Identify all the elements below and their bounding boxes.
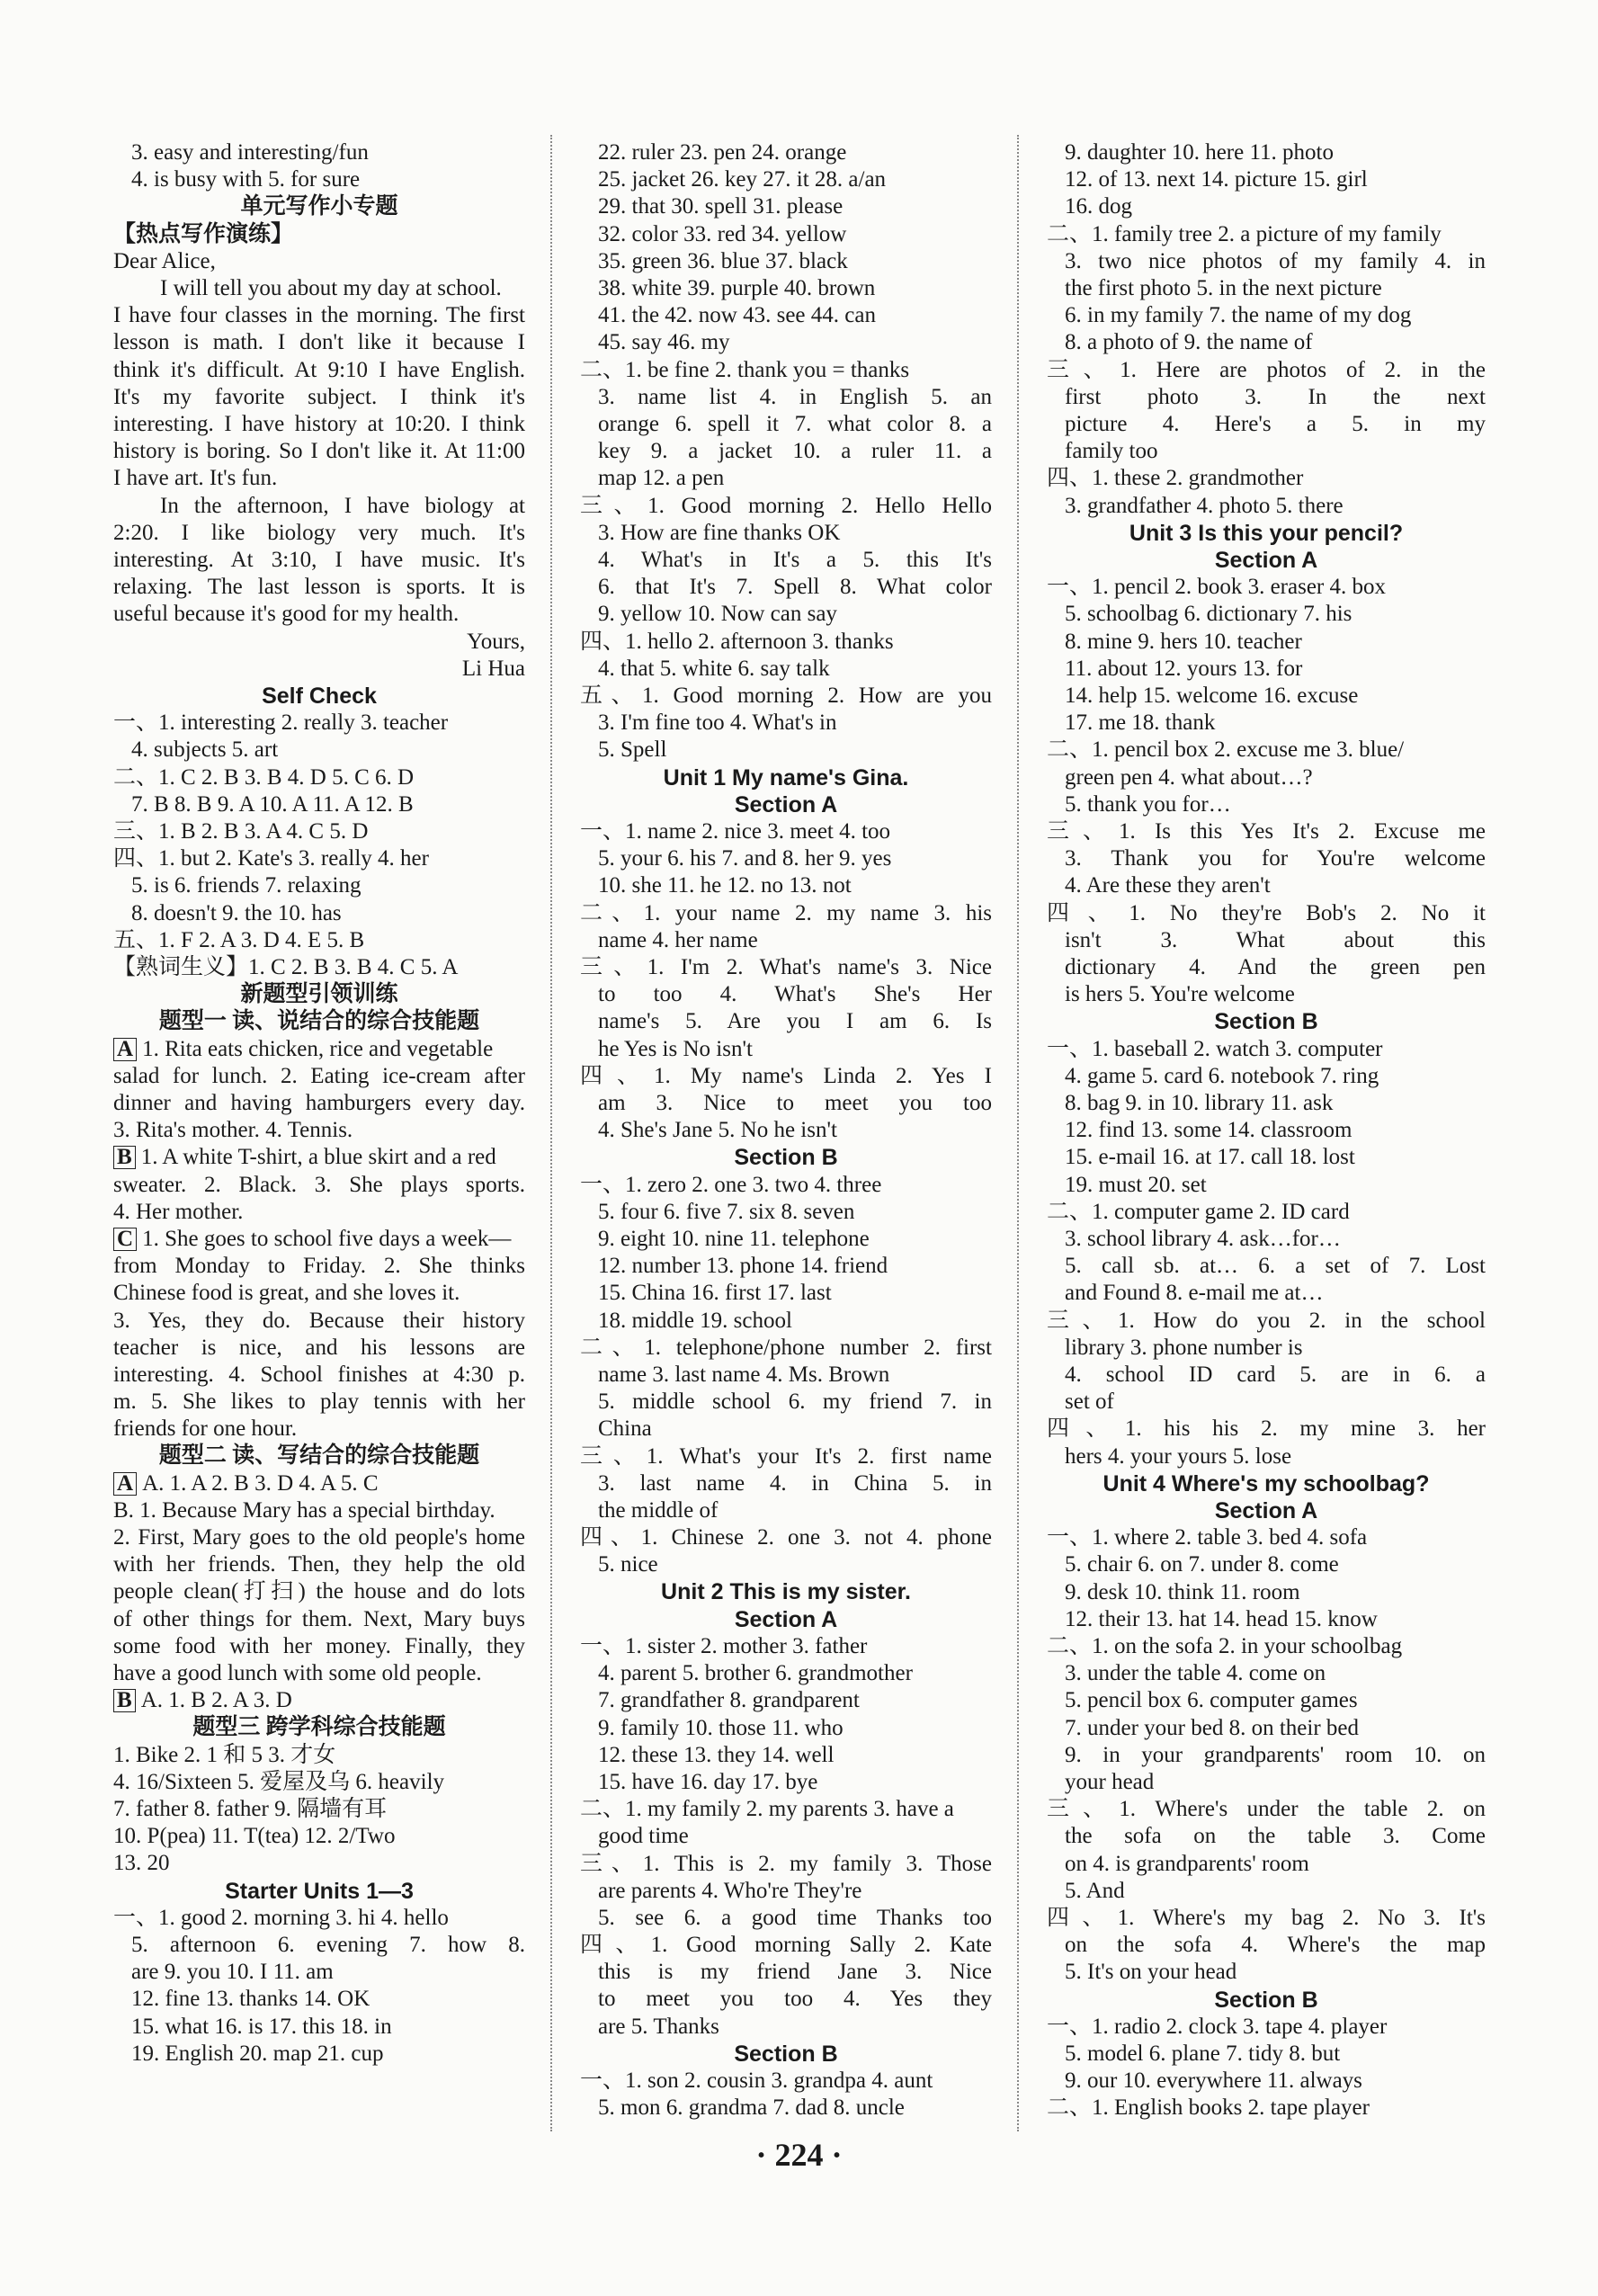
answer-line: the sofa on the table 3. Come: [1065, 1824, 1486, 1849]
answer-line: 三、1. This is 2. my family 3. Those: [580, 1851, 992, 1876]
answer-line: 5. middle school 6. my friend 7. in: [598, 1389, 992, 1415]
answer-line: 15. have 16. day 17. bye: [598, 1769, 818, 1794]
answer-line: map 12. a pen: [598, 466, 725, 491]
answer-line: your head: [1065, 1769, 1155, 1794]
answer-line: m. 5. She likes to play tennis with her: [113, 1389, 525, 1415]
answer-line: 4. game 5. card 6. notebook 7. ring: [1065, 1063, 1379, 1088]
answer-line: 4. What's in It's a 5. this It's: [598, 547, 992, 572]
passage-label-box: C: [113, 1228, 137, 1251]
answer-line: 5. four 6. five 7. six 8. seven: [598, 1199, 855, 1224]
answer-line: Yours,: [467, 629, 525, 654]
answer-line: 9. our 10. everywhere 11. always: [1065, 2068, 1362, 2094]
section-heading: Section B: [1214, 1009, 1318, 1035]
answer-line: 16. dog: [1065, 194, 1132, 219]
column-left: [113, 139, 525, 2068]
answer-line: library 3. phone number is: [1065, 1335, 1303, 1360]
answer-line: Dear Alice,: [113, 248, 216, 273]
answer-line: 8. a photo of 9. the name of: [1065, 330, 1313, 355]
answer-line: 14. help 15. welcome 16. excuse: [1065, 683, 1359, 708]
answer-line: 3. school library 4. ask…for…: [1065, 1226, 1341, 1251]
answer-line: 25. jacket 26. key 27. it 28. a/an: [598, 167, 887, 192]
section-heading: 题型三 跨学科综合技能题: [192, 1715, 446, 1740]
answer-line: teacher is nice, and his lessons are: [113, 1335, 525, 1360]
answer-line: 四、1. his his 2. my mine 3. her: [1047, 1416, 1486, 1442]
page-number: · 224 ·: [755, 2137, 843, 2173]
answer-line: 45. say 46. my: [598, 330, 730, 355]
answer-line: 二、1. your name 2. my name 3. his: [580, 900, 992, 925]
answer-line: 5. thank you for…: [1065, 791, 1231, 817]
section-heading: 新题型引领训练: [240, 982, 398, 1007]
answer-line: [113, 1226, 525, 1253]
answer-line: 5. schoolbag 6. dictionary 7. his: [1065, 602, 1352, 627]
answer-text: 1. A white T-shirt, a blue skirt and a red: [140, 1145, 496, 1170]
answer-line: 四、1. Good morning Sally 2. Kate: [580, 1933, 992, 1958]
section-heading: Unit 4 Where's my schoolbag?: [1103, 1470, 1430, 1496]
answer-line: 15. e-mail 16. at 17. call 18. lost: [1065, 1145, 1355, 1170]
answer-line: interesting. I have history at 10:20. I think: [113, 411, 525, 436]
answer-line: 41. the 42. now 43. see 44. can: [598, 303, 876, 328]
answer-line: 11. about 12. yours 13. for: [1065, 656, 1303, 681]
answer-line: useful because it's good for my health.: [113, 602, 460, 627]
section-heading: 单元写作小专题: [240, 194, 398, 219]
answer-line: some food with her money. Finally, they: [113, 1633, 525, 1658]
answer-line: 5. nice: [598, 1552, 658, 1577]
answer-line: 5. model 6. plane 7. tidy 8. but: [1065, 2041, 1341, 2066]
answer-line: set of: [1065, 1389, 1114, 1415]
answer-line: people clean(打扫) the house and do lots: [113, 1579, 525, 1604]
answer-line: 29. that 30. spell 31. please: [598, 194, 844, 219]
answer-line: 8. doesn't 9. the 10. has: [131, 900, 342, 925]
answer-line: 5. mon 6. grandma 7. dad 8. uncle: [598, 2095, 905, 2121]
section-heading: Section A: [1214, 1497, 1318, 1523]
answer-line: 二、1. C 2. B 3. B 4. D 5. C 6. D: [113, 764, 415, 790]
answer-line: 四、1. these 2. grandmother: [1047, 466, 1304, 491]
answer-line: 15. what 16. is 17. this 18. in: [131, 2014, 392, 2039]
answer-line: this is my friend Jane 3. Nice: [598, 1960, 992, 1985]
answer-line: 4. Are these they aren't: [1065, 873, 1271, 898]
answer-line: orange 6. spell it 7. what color 8. a: [598, 412, 992, 437]
answer-line: 4. is busy with 5. for sure: [131, 167, 361, 192]
section-heading: Section B: [1214, 1987, 1318, 2013]
answer-line: 三、1. Good morning 2. Hello Hello: [580, 493, 992, 518]
answer-line: 9. in your grandparents' room 10. on: [1065, 1742, 1486, 1767]
answer-line: relaxing. The last lesson is sports. It is: [113, 575, 525, 600]
answer-line: have a good lunch with some old people.: [113, 1661, 482, 1686]
answer-line: hers 4. your yours 5. lose: [1065, 1443, 1292, 1469]
answer-line: 2:20. I like biology very much. It's: [113, 520, 525, 545]
answer-line: the middle of: [598, 1497, 719, 1523]
answer-line: 一、1. baseball 2. watch 3. computer: [1047, 1036, 1383, 1061]
answer-line: 四、1. but 2. Kate's 3. really 4. her: [113, 846, 429, 871]
answer-line: 9. desk 10. think 11. room: [1065, 1579, 1300, 1604]
answer-line: 38. white 39. purple 40. brown: [598, 276, 876, 301]
answer-line: 9. daughter 10. here 11. photo: [1065, 140, 1334, 165]
answer-line: 35. green 36. blue 37. black: [598, 248, 848, 273]
answer-line: to too 4. What's She's Her: [598, 982, 992, 1007]
answer-line: of other things for them. Next, Mary buys: [113, 1606, 525, 1631]
answer-line: 4. 16/Sixteen 5. 爱屋及乌 6. heavily: [113, 1769, 445, 1794]
answer-line: 4. She's Jane 5. No he isn't: [598, 1118, 837, 1143]
answer-line: 5. afternoon 6. evening 7. how 8.: [131, 1933, 525, 1958]
answer-line: [113, 1687, 525, 1714]
answer-line: family too: [1065, 439, 1158, 464]
answer-line: 2. First, Mary goes to the old people's home: [113, 1525, 525, 1550]
answer-line: are 9. you 10. I 11. am: [131, 1960, 334, 1985]
answer-line: 一、1. sister 2. mother 3. father: [580, 1633, 868, 1658]
answer-line: salad for lunch. 2. Eating ice-cream after: [113, 1063, 525, 1088]
answer-line: friends for one hour.: [113, 1416, 298, 1442]
section-heading: 题型一 读、说结合的综合技能题: [158, 1009, 480, 1034]
answer-line: 5. pencil box 6. computer games: [1065, 1688, 1358, 1713]
answer-line: [113, 1036, 525, 1063]
answer-line: 12. number 13. phone 14. friend: [598, 1254, 888, 1279]
answer-line: I will tell you about my day at school.: [160, 276, 502, 301]
answer-line: 3. name list 4. in English 5. an: [598, 384, 992, 409]
answer-line: 5. is 6. friends 7. relaxing: [131, 873, 362, 898]
answer-line: [113, 1470, 525, 1497]
answer-line: interesting. 4. School finishes at 4:30 p.: [113, 1362, 525, 1387]
answer-line: isn't 3. What about this: [1065, 927, 1486, 952]
answer-text: 1. She goes to school five days a week—: [142, 1226, 512, 1251]
answer-line: 8. bag 9. in 10. library 11. ask: [1065, 1090, 1334, 1115]
column-divider: [1017, 135, 1019, 2131]
answer-line: 1. Bike 2. 1 和 5 3. 才女: [113, 1742, 336, 1767]
answer-line: 19. must 20. set: [1065, 1172, 1207, 1197]
answer-line: 一、1. radio 2. clock 3. tape 4. player: [1047, 2014, 1388, 2039]
answer-line: 二、1. my family 2. my parents 3. have a: [580, 1797, 954, 1822]
answer-line: 6. in my family 7. the name of my dog: [1065, 303, 1412, 328]
answer-line: on 4. is grandparents' room: [1065, 1851, 1309, 1876]
section-heading: Section A: [734, 1606, 838, 1632]
column-divider: [550, 135, 552, 2131]
answer-line: 10. P(pea) 11. T(tea) 12. 2/Two: [113, 1824, 396, 1849]
answer-line: from Monday to Friday. 2. She thinks: [113, 1254, 525, 1279]
answer-line: first photo 3. In the next: [1065, 384, 1486, 409]
answer-line: 二、1. telephone/phone number 2. first: [580, 1335, 992, 1360]
answer-line: 一、1. zero 2. one 3. two 4. three: [580, 1172, 882, 1197]
answer-line: 5. chair 6. on 7. under 8. come: [1065, 1552, 1339, 1577]
passage-label-box: B: [113, 1689, 136, 1712]
answer-line: Li Hua: [461, 656, 525, 681]
answer-line: 6. that It's 7. Spell 8. What color: [598, 575, 992, 600]
answer-line: 8. mine 9. hers 10. teacher: [1065, 629, 1302, 654]
answer-line: to meet you too 4. Yes they: [598, 1987, 992, 2012]
answer-line: 3. grandfather 4. photo 5. there: [1065, 493, 1344, 518]
answer-line: is hers 5. You're welcome: [1065, 982, 1295, 1007]
answer-line: green pen 4. what about…?: [1065, 764, 1313, 790]
answer-line: 三、1. Where's under the table 2. on: [1047, 1797, 1486, 1822]
answer-line: 3. last name 4. in China 5. in: [598, 1470, 992, 1496]
answer-line: dinner and having hamburgers every day.: [113, 1090, 525, 1115]
answer-line: key 9. a jacket 10. a ruler 11. a: [598, 439, 992, 464]
answer-line: 二、1. family tree 2. a picture of my family: [1047, 221, 1442, 246]
answer-line: 二、1. English books 2. tape player: [1047, 2095, 1370, 2121]
answer-line: history is boring. So I don't like it. At 11:00: [113, 439, 525, 464]
answer-line: interesting. At 3:10, I have music. It's: [113, 547, 525, 572]
answer-line: 三、1. B 2. B 3. A 4. C 5. D: [113, 818, 369, 844]
answer-line: 五、1. F 2. A 3. D 4. E 5. B: [113, 927, 365, 952]
section-heading: Starter Units 1—3: [225, 1878, 414, 1904]
section-heading: Unit 1 My name's Gina.: [663, 764, 909, 791]
answer-line: 4. school ID card 5. are in 6. a: [1065, 1362, 1486, 1387]
answer-line: 9. yellow 10. Now can say: [598, 602, 837, 627]
answer-line: 三、1. What's your It's 2. first name: [580, 1443, 992, 1469]
answer-line: 5. call sb. at… 6. a set of 7. Lost: [1065, 1254, 1486, 1279]
answer-line: 12. their 13. hat 14. head 15. know: [1065, 1606, 1378, 1631]
column-right: [1047, 139, 1486, 2122]
answer-line: 4. Her mother.: [113, 1199, 244, 1224]
answer-line: 19. English 20. map 21. cup: [131, 2041, 384, 2066]
answer-line: 一、1. good 2. morning 3. hi 4. hello: [113, 1905, 449, 1930]
answer-line: 7. under your bed 8. on their bed: [1065, 1715, 1360, 1740]
answer-line: 12. find 13. some 14. classroom: [1065, 1118, 1352, 1143]
answer-line: 13. 20: [113, 1851, 170, 1876]
answer-line: 一、1. son 2. cousin 3. grandpa 4. aunt: [580, 2068, 933, 2094]
answer-line: 7. father 8. father 9. 隔墙有耳: [113, 1797, 388, 1822]
answer-line: I have art. It's fun.: [113, 466, 278, 491]
answer-line: 五、1. Good morning 2. How are you: [580, 683, 992, 708]
column-middle: [580, 139, 992, 2122]
answer-line: 【熟词生义】1. C 2. B 3. B 4. C 5. A: [113, 954, 459, 979]
answer-line: he Yes is No isn't: [598, 1036, 753, 1061]
answer-line: 5. your 6. his 7. and 8. her 9. yes: [598, 846, 892, 871]
answer-line: 5. It's on your head: [1065, 1960, 1237, 1985]
answer-line: 一、1. where 2. table 3. bed 4. sofa: [1047, 1525, 1368, 1550]
answer-line: sweater. 2. Black. 3. She plays sports.: [113, 1172, 525, 1197]
answer-line: It's my favorite subject. I think it's: [113, 384, 525, 409]
answer-text: 1. Rita eats chicken, rice and vegetable: [142, 1036, 494, 1061]
answer-line: name 3. last name 4. Ms. Brown: [598, 1362, 890, 1387]
answer-line: [113, 1144, 525, 1171]
answer-text: A. 1. B 2. A 3. D: [140, 1688, 292, 1713]
answer-line: 32. color 33. red 34. yellow: [598, 221, 847, 246]
answer-line: 三、1. How do you 2. in the school: [1047, 1308, 1486, 1333]
answer-line: 12. of 13. next 14. picture 15. girl: [1065, 167, 1368, 192]
answer-line: 一、1. pencil 2. book 3. eraser 4. box: [1047, 575, 1387, 600]
answer-line: 二、1. pencil box 2. excuse me 3. blue/: [1047, 737, 1405, 763]
answer-line: name 4. her name: [598, 927, 758, 952]
answer-line: 7. grandfather 8. grandparent: [598, 1688, 860, 1713]
answer-line: 17. me 18. thank: [1065, 710, 1216, 736]
answer-line: 四、1. No they're Bob's 2. No it: [1047, 900, 1486, 925]
answer-line: think it's difficult. At 9:10 I have English.: [113, 357, 525, 382]
answer-line: lesson is math. I don't like it because I: [113, 330, 525, 355]
answer-line: 四、1. My name's Linda 2. Yes I: [580, 1063, 992, 1088]
answer-line: 12. these 13. they 14. well: [598, 1742, 835, 1767]
answer-line: the first photo 5. in the next picture: [1065, 276, 1382, 300]
answer-line: 3. two nice photos of my family 4. in: [1065, 248, 1486, 273]
answer-line: 18. middle 19. school: [598, 1308, 792, 1333]
answer-line: 3. Rita's mother. 4. Tennis.: [113, 1118, 353, 1143]
answer-line: 4. parent 5. brother 6. grandmother: [598, 1661, 913, 1686]
answer-line: 22. ruler 23. pen 24. orange: [598, 140, 847, 165]
answer-line: 【热点写作演练】: [113, 221, 294, 246]
section-heading: Unit 2 This is my sister.: [661, 1579, 911, 1605]
section-heading: Section B: [734, 2041, 838, 2067]
answer-line: 5. Spell: [598, 737, 667, 763]
answer-line: 四、1. Where's my bag 2. No 3. It's: [1047, 1905, 1486, 1930]
answer-line: are 5. Thanks: [598, 2014, 719, 2039]
answer-line: 4. subjects 5. art: [131, 737, 279, 763]
passage-label-box: A: [113, 1038, 137, 1061]
answer-line: 三、1. Here are photos of 2. in the: [1047, 357, 1486, 382]
passage-label-box: B: [113, 1146, 136, 1169]
answer-line: 四、1. hello 2. afternoon 3. thanks: [580, 629, 894, 654]
answer-line: 5. see 6. a good time Thanks too: [598, 1905, 992, 1930]
answer-line: 一、1. interesting 2. really 3. teacher: [113, 710, 449, 736]
section-heading: Section B: [734, 1145, 838, 1171]
answer-line: 12. fine 13. thanks 14. OK: [131, 1987, 370, 2012]
answer-line: picture 4. Here's a 5. in my: [1065, 411, 1486, 436]
section-heading: Self Check: [262, 683, 377, 709]
answer-line: 四、1. Chinese 2. one 3. not 4. phone: [580, 1525, 992, 1550]
answer-line: 一、1. name 2. nice 3. meet 4. too: [580, 818, 891, 844]
answer-line: 3. Yes, they do. Because their history: [113, 1308, 525, 1333]
passage-label-box: A: [113, 1472, 137, 1496]
answer-line: good time: [598, 1824, 689, 1849]
answer-line: name's 5. Are you I am 6. Is: [598, 1009, 992, 1034]
answer-line: 三、1. Is this Yes It's 2. Excuse me: [1047, 819, 1486, 844]
answer-line: In the afternoon, I have biology at: [160, 493, 525, 518]
answer-line: on the sofa 4. Where's the map: [1065, 1933, 1486, 1958]
section-heading: Unit 3 Is this your pencil?: [1129, 520, 1404, 546]
answer-line: B. 1. Because Mary has a special birthday.: [113, 1497, 495, 1523]
answer-line: Chinese food is great, and she loves it.: [113, 1281, 460, 1306]
answer-line: 3. Thank you for You're welcome: [1065, 846, 1486, 871]
answer-line: 3. I'm fine too 4. What's in: [598, 710, 837, 736]
answer-line: 二、1. computer game 2. ID card: [1047, 1199, 1350, 1224]
answer-text: A. 1. A 2. B 3. D 4. A 5. C: [142, 1470, 379, 1496]
answer-line: 15. China 16. first 17. last: [598, 1281, 832, 1306]
answer-line: 10. she 11. he 12. no 13. not: [598, 873, 852, 898]
answer-line: dictionary 4. And the green pen: [1065, 954, 1486, 979]
answer-line: I have four classes in the morning. The first: [113, 303, 525, 328]
answer-line: 9. eight 10. nine 11. telephone: [598, 1226, 870, 1251]
answer-line: 3. How are fine thanks OK: [598, 520, 841, 545]
section-heading: Section A: [1214, 547, 1318, 573]
answer-line: am 3. Nice to meet you too: [598, 1090, 992, 1115]
answer-line: 3. easy and interesting/fun: [131, 140, 369, 165]
answer-line: China: [598, 1416, 652, 1442]
answer-line: 二、1. be fine 2. thank you = thanks: [580, 357, 910, 382]
answer-line: 三、1. I'm 2. What's name's 3. Nice: [580, 954, 992, 979]
answer-line: 5. And: [1065, 1878, 1125, 1903]
answer-line: 7. B 8. B 9. A 10. A 11. A 12. B: [131, 791, 414, 817]
answer-line: 二、1. on the sofa 2. in your schoolbag: [1047, 1633, 1403, 1658]
answer-line: are parents 4. Who're They're: [598, 1878, 862, 1903]
answer-line: and Found 8. e-mail me at…: [1065, 1281, 1324, 1306]
section-heading: 题型二 读、写结合的综合技能题: [158, 1443, 480, 1469]
answer-line: 9. family 10. those 11. who: [598, 1715, 844, 1740]
answer-line: 3. under the table 4. come on: [1065, 1661, 1326, 1686]
section-heading: Section A: [734, 791, 838, 817]
answer-line: with her friends. Then, they help the old: [113, 1552, 525, 1577]
answer-line: 4. that 5. white 6. say talk: [598, 656, 830, 681]
